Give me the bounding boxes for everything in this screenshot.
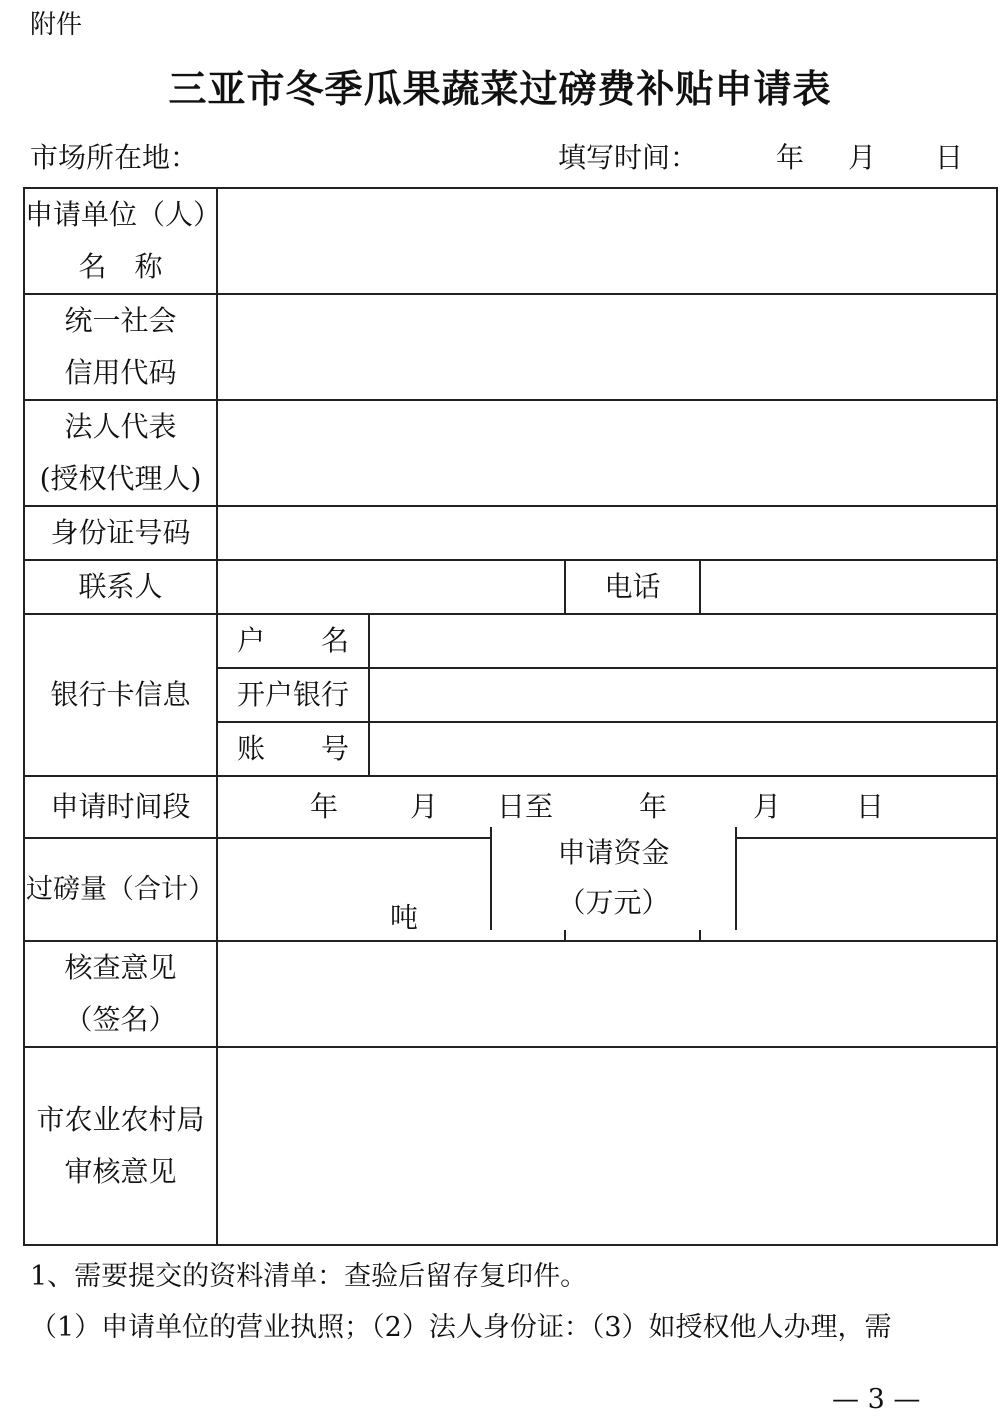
credit-code-field[interactable] [217, 294, 997, 400]
weight-unit: 吨 [390, 901, 419, 934]
period-month1: 月 [410, 790, 439, 823]
period-label: 申请时间段 [24, 776, 217, 838]
row-id-number [24, 506, 997, 560]
weight-label: 过磅量（合计） [24, 838, 217, 941]
id-number-field[interactable] [217, 506, 997, 560]
funds-label-line1: 申请资金 [557, 836, 670, 869]
notes-line-2: （1）申请单位的营业执照；（2）法人身份证：（3）如授权他人办理，需 [30, 1312, 892, 1343]
review-label: 核查意见 （签名） [24, 941, 217, 1047]
review-field[interactable] [217, 941, 997, 1047]
market-location-label: 市场所在地： [30, 141, 199, 174]
period-day-to: 日至 [497, 790, 554, 823]
applicant-name-label: 申请单位（人） 名 称 [24, 188, 217, 294]
applicant-name-field[interactable] [217, 188, 997, 294]
fill-year-label: 年 [776, 141, 805, 174]
credit-code-label: 统一社会 信用代码 [24, 294, 217, 400]
row-contact [24, 560, 997, 614]
contact-label: 联系人 [24, 560, 217, 614]
page-number: — 3 — [832, 1384, 921, 1415]
phone-label: 电话 [565, 560, 700, 614]
notes-line-1: 1、需要提交的资料清单：查验后留存复印件。 [30, 1261, 588, 1292]
contact-field[interactable] [217, 560, 565, 614]
row-credit-code [24, 294, 997, 400]
fill-time-label: 填写时间： [558, 141, 699, 174]
row-bureau [24, 1047, 997, 1245]
row-applicant [24, 188, 997, 294]
funds-label-line2: （万元） [557, 886, 670, 919]
form-title: 三亚市冬季瓜果蔬菜过磅费补贴申请表 [168, 66, 832, 111]
phone-field[interactable] [700, 560, 997, 614]
legal-rep-label: 法人代表 (授权代理人) [24, 400, 217, 506]
account-name-label: 户 名 [217, 614, 369, 668]
period-day2: 日 [856, 790, 885, 823]
period-month2: 月 [753, 790, 782, 823]
account-number-label: 账 号 [217, 722, 369, 776]
bank-name-label: 开户银行 [217, 668, 369, 722]
period-year1: 年 [310, 790, 339, 823]
row-bank-account-name [24, 614, 997, 668]
account-number-field[interactable] [369, 722, 997, 776]
bank-info-label: 银行卡信息 [24, 614, 217, 776]
fill-month-label: 月 [848, 141, 877, 174]
fill-day-label: 日 [935, 141, 964, 174]
legal-rep-field[interactable] [217, 400, 997, 506]
id-number-label: 身份证号码 [24, 506, 217, 560]
bank-name-field[interactable] [369, 668, 997, 722]
account-name-field[interactable] [369, 614, 997, 668]
application-form-table [23, 187, 998, 1246]
bureau-label: 市农业农村局 审核意见 [24, 1047, 217, 1245]
row-review [24, 941, 997, 1047]
funds-label-cell [490, 827, 737, 930]
attachment-label: 附件 [30, 10, 83, 40]
period-year2: 年 [639, 790, 668, 823]
funds-field[interactable] [700, 838, 997, 941]
bureau-field[interactable] [217, 1047, 997, 1245]
row-legal-rep [24, 400, 997, 506]
